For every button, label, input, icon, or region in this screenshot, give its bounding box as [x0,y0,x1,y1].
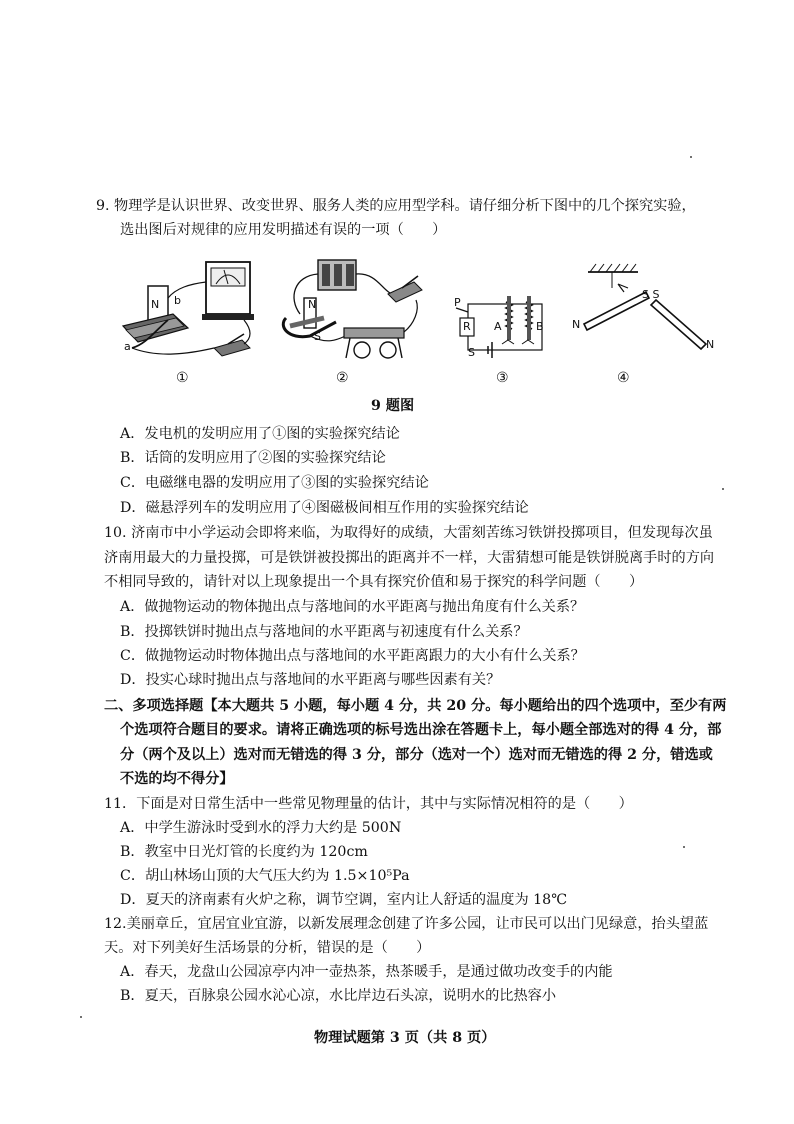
figure-2-label-s: S [314,330,321,343]
figure-3-label-a: A [494,320,502,333]
figure-1-generator-experiment [118,258,268,368]
q12-stem-line2: 天。对下列美好生活场景的分析，错误的是（ ） [104,940,431,956]
q10-option-a: A．做抛物运动的物体抛出点与落地间的水平距离与抛出角度有什么关系？ [120,599,585,615]
figure-2-induction-experiment [280,254,430,370]
figure-2-label-n: N [308,298,317,311]
q11-option-c: C．胡山林场山顶的大气压大约为 1.5×10⁵Pa [120,868,410,884]
q10-option-c: C．做抛物运动时物体抛出点与落地间的水平距离跟力的大小有什么关系？ [120,648,585,664]
figure-1-label-a: a [124,340,131,353]
q11-option-b: B．教室中日光灯管的长度约为 120cm [120,844,368,860]
q10-option-b: B．投掷铁饼时抛出点与落地间的水平距离与初速度有什么关系？ [120,624,528,640]
section2-line3: 分（两个及以上）选对而无错选的得 3 分，部分（选对一个）选对而无错选的得 2 分，错选或 [120,747,713,763]
figure-2-drawing [280,254,430,370]
scan-speck [690,156,692,158]
figure-3-number: ③ [496,370,509,386]
q12-stem-line1: 12.美丽章丘，宜居宜业宜游，以新发展理念创建了许多公园，让市民可以出门见绿意，抬头望蓝 [104,916,709,932]
figure-4-label-n-right: N [706,338,715,351]
q9-figure-caption: 9 题图 [371,398,415,414]
q10-stem-line3: 不相同导致的，请针对以上现象提出一个具有探究价值和易于探究的科学问题（ ） [104,574,644,590]
q9-option-d: D．磁悬浮列车的发明应用了④图磁极间相互作用的实验探究结论 [120,500,529,516]
page-footer: 物理试题第 3 页（共 8 页） [314,1030,496,1046]
figure-4-number: ④ [617,370,630,386]
figure-3-label-s: S [468,346,475,359]
figure-1-label-b: b [174,294,181,307]
q11-stem: 11．下面是对日常生活中一些常见物理量的估计，其中与实际情况相符的是（ ） [104,796,633,812]
q10-stem-line2: 济南用最大的力量投掷，可是铁饼被投掷出的距离并不一样，大雷猜想可能是铁饼脱离手时的方向 [104,550,715,566]
q12-option-b: B．夏天，百脉泉公园水沁心凉，水比岸边石头凉，说明水的比热容小 [120,988,557,1004]
figure-3-label-r: R [463,320,471,333]
scan-speck [80,1016,82,1018]
q11-option-d: D．夏天的济南素有火炉之称，调节空调，室内让人舒适的温度为 18℃ [120,892,568,908]
q9-option-a: A．发电机的发明应用了①图的实验探究结论 [120,426,400,442]
figure-3-label-b: B [536,320,544,333]
q9-option-b: B．话筒的发明应用了②图的实验探究结论 [120,450,386,466]
q12-option-a: A．春天，龙盘山公园凉亭内冲一壶热茶，热茶暖手，是通过做功改变手的内能 [120,964,613,980]
q11-option-a: A．中学生游泳时受到水的浮力大约是 500N [120,820,402,836]
figure-4-magnet-poles [570,262,730,362]
q9-stem-line1: 9. 物理学是认识世界、改变世界、服务人类的应用型学科。请仔细分析下图中的几个探究实验， [96,198,696,214]
figure-1-label-n: N [151,298,160,311]
q9-stem-line2: 选出图后对规律的应用发明描述有误的一项（ ） [120,222,447,238]
scan-speck [683,846,685,848]
section2-line4: 不选的均不得分】 [120,771,234,787]
section2-line2: 个选项符合题目的要求。请将正确选项的标号选出涂在答题卡上，每小题全部选对的得 4 分，部 [120,722,722,738]
scan-speck [722,488,724,490]
figure-1-number: ① [176,370,189,386]
figure-1-drawing [118,258,268,368]
section2-line1: 二、多项选择题【本大题共 5 小题，每小题 4 分，共 20 分。每小题给出的四个选项中，至少有两 [104,698,727,714]
q10-option-d: D．投实心球时抛出点与落地间的水平距离与哪些因素有关？ [120,672,501,688]
figure-2-number: ② [336,370,349,386]
figure-3-electromagnet-circuit [450,292,560,362]
figure-3-label-p: P [454,296,461,309]
figure-4-label-n-left: N [572,318,581,331]
figure-4-label-s-s: S S [642,288,660,301]
q9-option-c: C．电磁继电器的发明应用了③图的实验探究结论 [120,475,429,491]
q10-stem-line1: 10. 济南市中小学运动会即将来临，为取得好的成绩，大雷刻苦练习铁饼投掷项目，但发现每次虽 [104,525,713,541]
